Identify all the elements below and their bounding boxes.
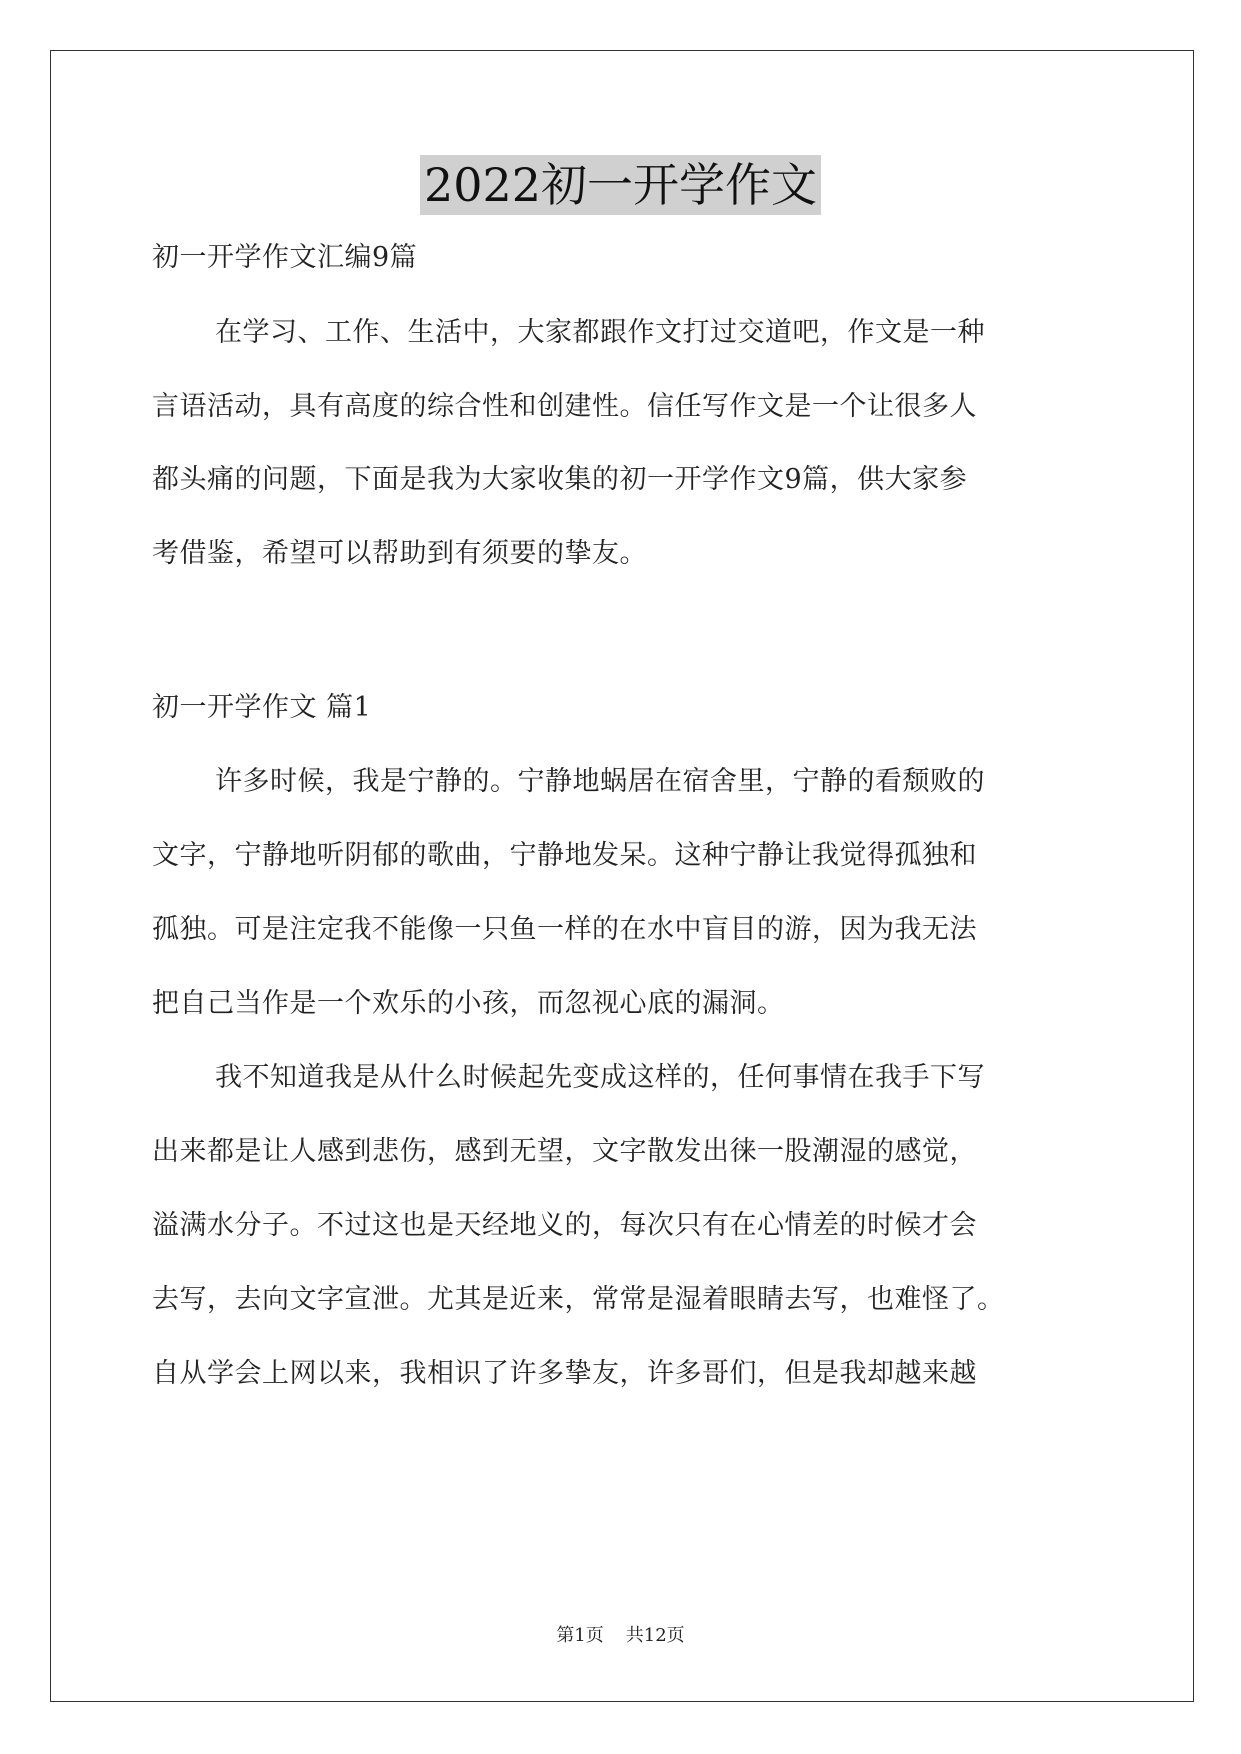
paragraph-line: 许多时候，我是宁静的。宁静地蜗居在宿舍里，宁静的看颓败的: [215, 766, 985, 797]
paragraph-line: 溢满水分子。不过这也是天经地义的，每次只有在心情差的时候才会: [152, 1210, 977, 1241]
document-title: 2022初一开学作文: [420, 155, 821, 215]
intro-line: 都头痛的问题，下面是我为大家收集的初一开学作文9篇，供大家参: [152, 464, 968, 495]
paragraph-line: 去写，去向文字宣泄。尤其是近来，常常是湿着眼睛去写，也难怪了。: [152, 1284, 1005, 1315]
page-total: 共12页: [625, 1625, 685, 1646]
paragraph-line: 把自己当作是一个欢乐的小孩，而忽视心底的漏洞。: [152, 988, 785, 1019]
section-heading: 初一开学作文 篇1: [152, 692, 372, 723]
subtitle: 初一开学作文汇编9篇: [152, 242, 418, 273]
paragraph-line: 出来都是让人感到悲伤，感到无望，文字散发出徕一股潮湿的感觉，: [152, 1136, 977, 1167]
paragraph-line: 孤独。可是注定我不能像一只鱼一样的在水中盲目的游，因为我无法: [152, 914, 977, 945]
paragraph-line: 我不知道我是从什么时候起先变成这样的，任何事情在我手下写: [215, 1062, 985, 1093]
page-number: 第1页: [556, 1625, 604, 1646]
intro-line: 言语活动，具有高度的综合性和创建性。信任写作文是一个让很多人: [152, 391, 977, 422]
intro-line: 在学习、工作、生活中，大家都跟作文打过交道吧，作文是一种: [215, 317, 985, 348]
title-container: [0, 155, 1241, 215]
paragraph-line: 文字，宁静地听阴郁的歌曲，宁静地发呆。这种宁静让我觉得孤独和: [152, 840, 977, 871]
paragraph-line: 自从学会上网以来，我相识了许多挚友，许多哥们，但是我却越来越: [152, 1358, 977, 1389]
page-footer: [0, 1624, 1241, 1648]
intro-line: 考借鉴，希望可以帮助到有须要的挚友。: [152, 538, 647, 569]
page-border: [50, 50, 1194, 1702]
